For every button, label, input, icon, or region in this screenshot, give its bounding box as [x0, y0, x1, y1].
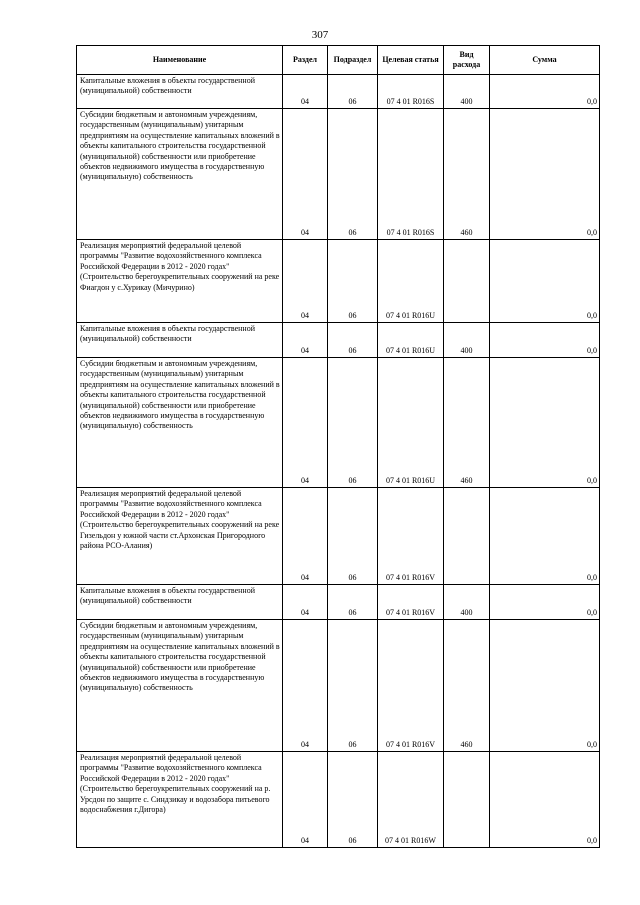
header-amount: Сумма	[490, 46, 600, 75]
cell-expense-type: 460	[444, 109, 490, 240]
cell-name: Капитальные вложения в объекты государственной (муниципальной) собственности	[77, 75, 283, 109]
table-row	[77, 488, 600, 585]
cell-section: 04	[283, 75, 328, 109]
cell-amount: 0,0	[490, 358, 600, 488]
table-row	[77, 585, 600, 620]
cell-target-article: 07 4 01 R016S	[378, 109, 444, 240]
cell-amount: 0,0	[490, 620, 600, 752]
cell-amount: 0,0	[490, 240, 600, 323]
table-row	[77, 620, 600, 752]
cell-section: 04	[283, 240, 328, 323]
cell-subsection: 06	[328, 323, 378, 358]
table-row	[77, 109, 600, 240]
cell-subsection: 06	[328, 75, 378, 109]
cell-subsection: 06	[328, 358, 378, 488]
table-row	[77, 75, 600, 109]
cell-name: Субсидии бюджетным и автономным учреждениям, государственным (муниципальным) унитарным предприятиям на осуществление капитальных вложений в объекты капитального строительства государственной (муниципальной) собственности или приобретение объектов недвижимого имущества в государственную (муниципальную) собственность	[77, 620, 283, 752]
cell-amount: 0,0	[490, 109, 600, 240]
cell-expense-type	[444, 240, 490, 323]
cell-amount: 0,0	[490, 752, 600, 848]
cell-name: Капитальные вложения в объекты государственной (муниципальной) собственности	[77, 323, 283, 358]
cell-expense-type	[444, 752, 490, 848]
cell-expense-type: 400	[444, 323, 490, 358]
cell-subsection: 06	[328, 752, 378, 848]
cell-expense-type: 400	[444, 75, 490, 109]
cell-expense-type: 460	[444, 358, 490, 488]
cell-subsection: 06	[328, 240, 378, 323]
cell-subsection: 06	[328, 109, 378, 240]
table-row	[77, 752, 600, 848]
table-row	[77, 323, 600, 358]
cell-target-article: 07 4 01 R016S	[378, 75, 444, 109]
cell-amount: 0,0	[490, 488, 600, 585]
header-target-article: Целевая статья	[378, 46, 444, 75]
cell-name: Реализация мероприятий федеральной целевой программы "Развитие водохозяйственного комплекса Российской Федерации в 2012 - 2020 годах" (Строительство берегоукрепительных сооружений на реке Фиагдон у с.Хурикау (Мичурино)	[77, 240, 283, 323]
cell-section: 04	[283, 620, 328, 752]
table-row	[77, 240, 600, 323]
cell-name: Реализация мероприятий федеральной целевой программы "Развитие водохозяйственного комплекса Российской Федерации в 2012 - 2020 годах" (Строительство берегоукрепительных сооружений на р. Урсдон по защите с. Синдзикау и водозабора питьевого водоснабжения г.Дигора)	[77, 752, 283, 848]
cell-expense-type: 400	[444, 585, 490, 620]
cell-name: Капитальные вложения в объекты государственной (муниципальной) собственности	[77, 585, 283, 620]
cell-subsection: 06	[328, 585, 378, 620]
cell-expense-type: 460	[444, 620, 490, 752]
table-row	[77, 358, 600, 488]
cell-section: 04	[283, 323, 328, 358]
cell-name: Субсидии бюджетным и автономным учреждениям, государственным (муниципальным) унитарным предприятиям на осуществление капитальных вложений в объекты капитального строительства государственной (муниципальной) собственности или приобретение объектов недвижимого имущества в государственную (муниципальную) собственность	[77, 109, 283, 240]
budget-table	[76, 45, 600, 848]
page-number: 307	[311, 29, 329, 41]
cell-target-article: 07 4 01 R016U	[378, 323, 444, 358]
cell-name: Реализация мероприятий федеральной целевой программы "Развитие водохозяйственного комплекса Российской Федерации в 2012 - 2020 годах" (Строительство берегоукрепительных сооружений на реке Гизельдон у южной части ст.Архонская Пригородного района РСО-Алания)	[77, 488, 283, 585]
cell-target-article: 07 4 01 R016U	[378, 240, 444, 323]
cell-section: 04	[283, 752, 328, 848]
cell-subsection: 06	[328, 488, 378, 585]
cell-section: 04	[283, 109, 328, 240]
header-subsection: Подраздел	[328, 46, 378, 75]
cell-section: 04	[283, 585, 328, 620]
cell-section: 04	[283, 358, 328, 488]
cell-amount: 0,0	[490, 585, 600, 620]
header-expense-type: Вид расхода	[444, 46, 490, 75]
cell-expense-type	[444, 488, 490, 585]
header-section: Раздел	[283, 46, 328, 75]
cell-subsection: 06	[328, 620, 378, 752]
cell-target-article: 07 4 01 R016V	[378, 488, 444, 585]
cell-amount: 0,0	[490, 75, 600, 109]
cell-target-article: 07 4 01 R016V	[378, 585, 444, 620]
table-header-row	[77, 46, 600, 75]
cell-target-article: 07 4 01 R016V	[378, 620, 444, 752]
cell-section: 04	[283, 488, 328, 585]
cell-amount: 0,0	[490, 323, 600, 358]
cell-target-article: 07 4 01 R016U	[378, 358, 444, 488]
cell-target-article: 07 4 01 R016W	[378, 752, 444, 848]
cell-name: Субсидии бюджетным и автономным учреждениям, государственным (муниципальным) унитарным предприятиям на осуществление капитальных вложений в объекты капитального строительства государственной (муниципальной) собственности или приобретение объектов недвижимого имущества в государственную (муниципальную) собственность	[77, 358, 283, 488]
header-name: Наименование	[77, 46, 283, 75]
